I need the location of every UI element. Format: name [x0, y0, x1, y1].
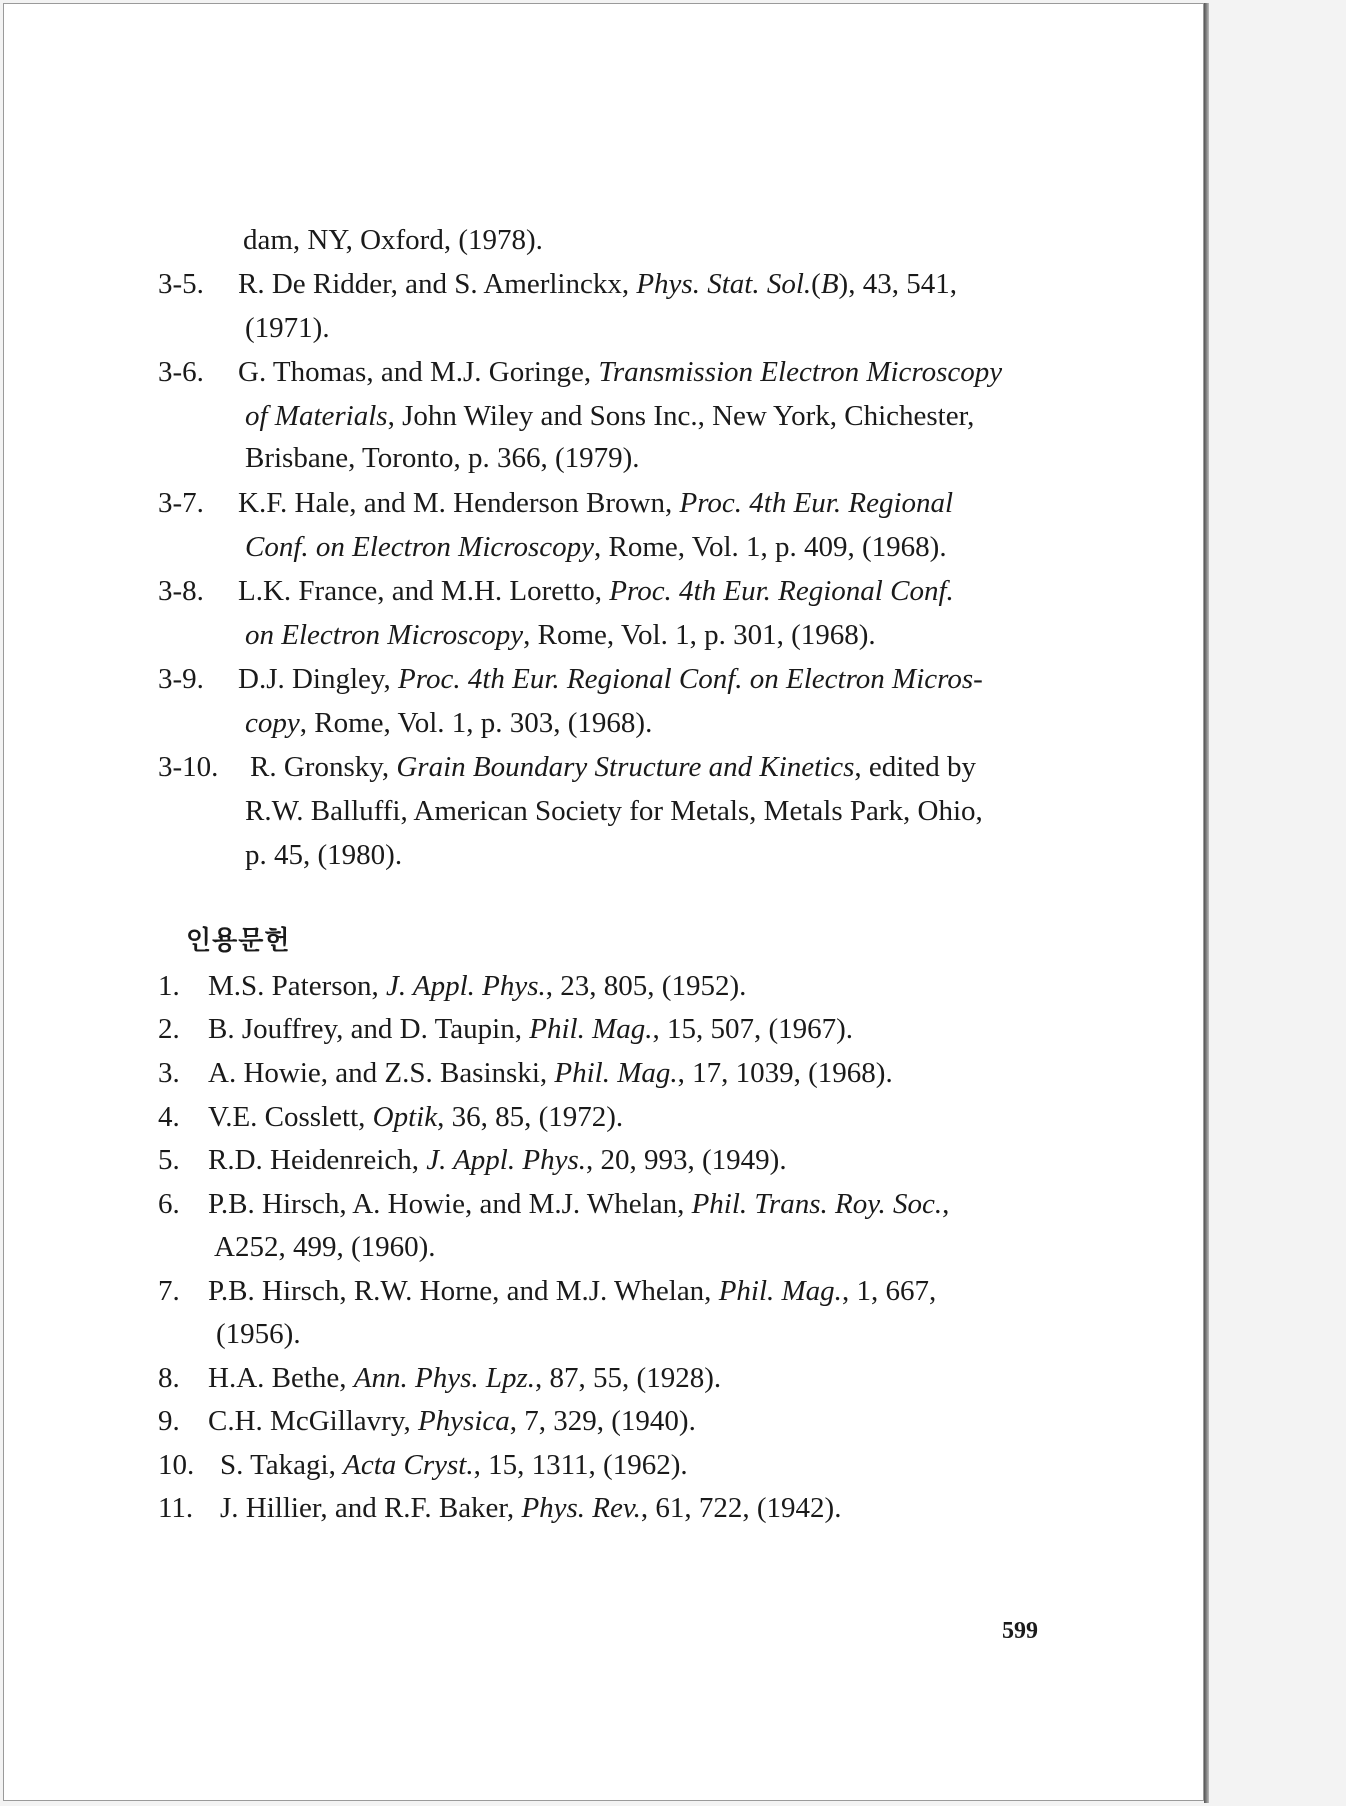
ref-line: copy, Rome, Vol. 1, p. 303, (1968).	[245, 707, 653, 739]
ref-line: S. Takagi, Acta Cryst., 15, 1311, (1962).	[220, 1449, 688, 1481]
ref-line: A. Howie, and Z.S. Basinski, Phil. Mag., 17, 1039, (1968).	[208, 1057, 893, 1089]
ref-line: M.S. Paterson, J. Appl. Phys., 23, 805, (1952).	[208, 970, 747, 1002]
ref-label: 3.	[158, 1057, 180, 1089]
ref-label: 10.	[158, 1449, 195, 1481]
ref-line: p. 45, (1980).	[245, 839, 403, 871]
ref-line: P.B. Hirsch, A. Howie, and M.J. Whelan, Phil. Trans. Roy. Soc.,	[208, 1188, 950, 1220]
ref-line: C.H. McGillavry, Physica, 7, 329, (1940).	[208, 1405, 696, 1437]
ref-label: 3-10.	[158, 751, 219, 783]
ref-label: 6.	[158, 1188, 180, 1220]
ref-line: B. Jouffrey, and D. Taupin, Phil. Mag., 15, 507, (1967).	[208, 1013, 854, 1045]
ref-line: H.A. Bethe, Ann. Phys. Lpz., 87, 55, (1928).	[208, 1362, 722, 1394]
ref-label: 9.	[158, 1405, 180, 1437]
ref-line: V.E. Cosslett, Optik, 36, 85, (1972).	[208, 1101, 624, 1133]
ref-line: on Electron Microscopy, Rome, Vol. 1, p. 301, (1968).	[245, 619, 876, 651]
ref-line: R. Gronsky, Grain Boundary Structure and Kinetics, edited by	[250, 751, 977, 783]
ref-line: Conf. on Electron Microscopy, Rome, Vol. 1, p. 409, (1968).	[245, 531, 947, 563]
ref-label: 4.	[158, 1101, 180, 1133]
ref-label: 2.	[158, 1013, 180, 1045]
ref-label: 8.	[158, 1362, 180, 1394]
ref-line: dam, NY, Oxford, (1978).	[243, 224, 543, 256]
ref-line: (1971).	[245, 312, 330, 344]
ref-line: G. Thomas, and M.J. Goringe, Transmission Electron Microscopy	[238, 356, 1003, 388]
ref-line: K.F. Hale, and M. Henderson Brown, Proc. 4th Eur. Regional	[238, 487, 954, 519]
ref-label: 7.	[158, 1275, 180, 1307]
ref-label: 1.	[158, 970, 180, 1002]
ref-line: J. Hillier, and R.F. Baker, Phys. Rev., 61, 722, (1942).	[220, 1492, 842, 1524]
ref-line: D.J. Dingley, Proc. 4th Eur. Regional Conf. on Electron Micros-	[238, 663, 983, 695]
ref-line: of Materials, John Wiley and Sons Inc., New York, Chichester,	[245, 400, 975, 432]
ref-line: (1956).	[216, 1318, 301, 1350]
ref-label: 3-9.	[158, 663, 204, 695]
ref-label: 5.	[158, 1144, 180, 1176]
page-edge	[1204, 3, 1209, 1803]
ref-line: P.B. Hirsch, R.W. Horne, and M.J. Whelan, Phil. Mag., 1, 667,	[208, 1275, 937, 1307]
ref-label: 3-8.	[158, 575, 204, 607]
ref-line: R.W. Balluffi, American Society for Metals, Metals Park, Ohio,	[245, 795, 983, 827]
ref-line: L.K. France, and M.H. Loretto, Proc. 4th Eur. Regional Conf.	[238, 575, 954, 607]
ref-line: R.D. Heidenreich, J. Appl. Phys., 20, 993, (1949).	[208, 1144, 787, 1176]
ref-label: 3-5.	[158, 268, 204, 300]
ref-label: 11.	[158, 1492, 194, 1524]
ref-line: Brisbane, Toronto, p. 366, (1979).	[245, 442, 640, 474]
ref-line: A252, 499, (1960).	[214, 1231, 436, 1263]
section-heading: 인용문헌	[186, 926, 291, 956]
ref-line: R. De Ridder, and S. Amerlinckx, Phys. Stat. Sol.(B), 43, 541,	[238, 268, 957, 300]
ref-label: 3-7.	[158, 487, 204, 519]
page-number: 599	[1002, 1618, 1038, 1644]
ref-label: 3-6.	[158, 356, 204, 388]
